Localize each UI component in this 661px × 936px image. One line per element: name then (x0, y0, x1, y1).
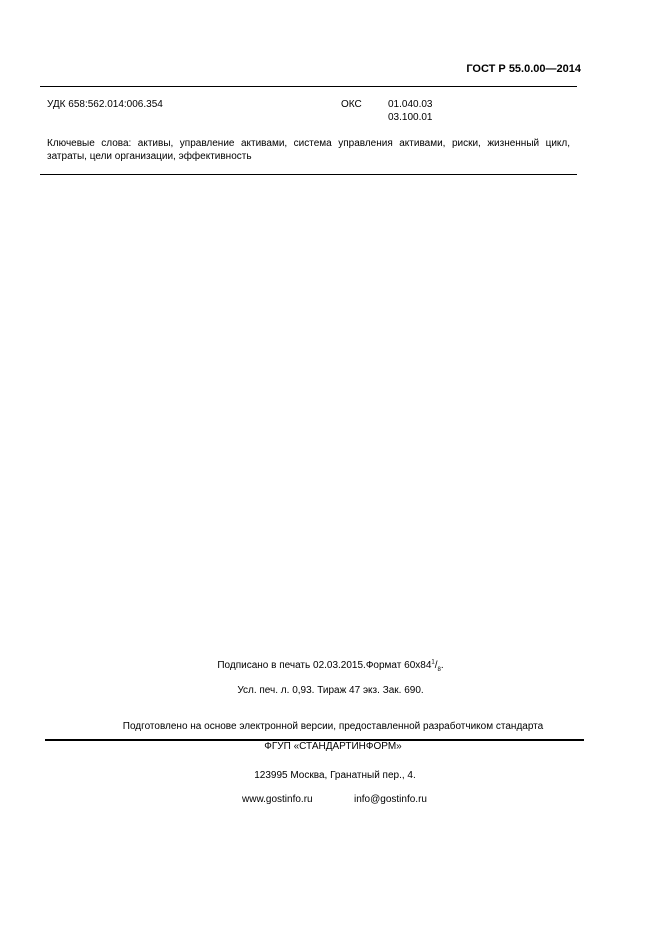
prepared-note: Подготовлено на основе электронной версии, предоставленной разработчиком стандарта (122, 721, 544, 732)
signed-for-print-text: Подписано в печать 02.03.2015.Формат 60х84 (217, 660, 432, 671)
publisher-name: ФГУП «СТАНДАРТИНФОРМ» (264, 741, 402, 752)
keywords-rule (40, 174, 577, 175)
website-link[interactable]: www.gostinfo.ru (242, 794, 313, 805)
standard-code-header: ГОСТ Р 55.0.00—2014 (466, 63, 581, 75)
udk-code: УДК 658:562.014:006.354 (47, 99, 163, 110)
signed-for-print: Подписано в печать 02.03.2015.Формат $60х84^1/_8$. (217, 659, 444, 673)
format-fraction-numerator: 1 (431, 659, 435, 666)
email-link[interactable]: info@gostinfo.ru (354, 794, 427, 805)
publisher-address: 123995 Москва, Гранатный пер., 4. (254, 770, 416, 781)
print-info: Усл. печ. л. 0,93. Тираж 47 экз. Зак. 690. (237, 685, 424, 696)
oks-code-1: 01.040.03 (388, 99, 433, 110)
oks-label: ОКС (341, 99, 362, 110)
keywords-text: Ключевые слова: активы, управление активами, система управления активами, риски, жизненный цикл, затраты, цели организации, эффективность (47, 138, 570, 162)
header-rule (40, 86, 577, 87)
format-fraction-denominator: 8 (437, 667, 441, 673)
oks-code-2: 03.100.01 (388, 112, 433, 123)
signed-for-print-end: . (440, 660, 444, 671)
